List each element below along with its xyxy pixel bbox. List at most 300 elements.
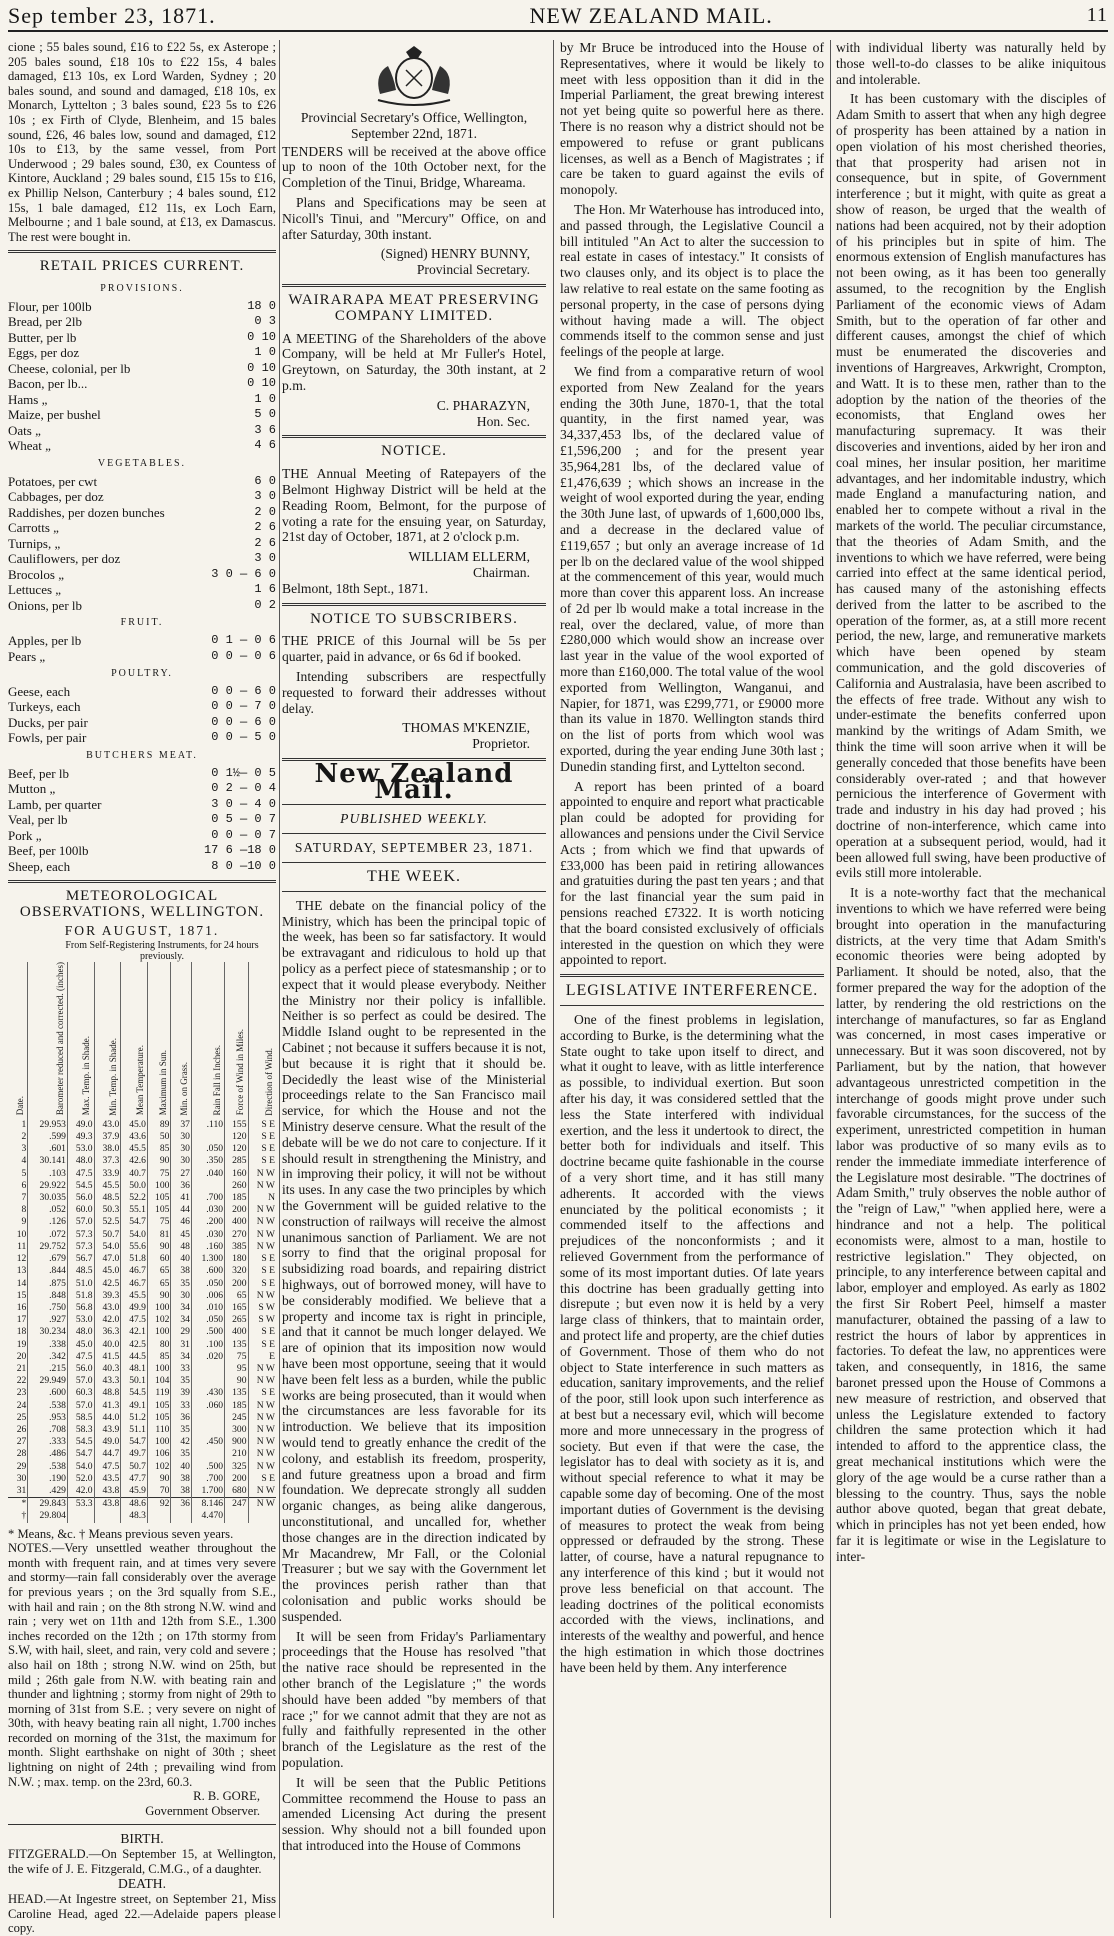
met-column-header-text: Date. — [15, 1096, 26, 1116]
met-cell: 50.3 — [94, 1204, 121, 1216]
met-cell: 106 — [147, 1448, 170, 1460]
met-cell: 120 — [225, 1143, 248, 1155]
met-cell: 48.8 — [94, 1387, 121, 1399]
met-cell: 200 — [225, 1278, 248, 1290]
met-cell: N — [248, 1192, 276, 1204]
met-row — [8, 1229, 276, 1241]
met-cell: 58.5 — [67, 1412, 94, 1424]
price-item-value: 6 0 — [247, 473, 276, 488]
met-cell: 60 — [147, 1253, 170, 1265]
met-cell: .500 — [191, 1461, 224, 1473]
price-row — [8, 505, 276, 521]
met-cell: 135 — [225, 1339, 248, 1351]
met-cell: 400 — [225, 1326, 248, 1338]
met-cell: N W — [248, 1180, 276, 1192]
price-row — [8, 474, 276, 490]
met-row — [8, 1473, 276, 1485]
met-cell: 30 — [171, 1143, 191, 1155]
met-cell: * — [8, 1498, 28, 1511]
price-item-name: Pork „ — [8, 827, 42, 843]
price-row — [8, 438, 276, 454]
met-cell: .486 — [28, 1448, 68, 1460]
met-cell: E — [248, 1351, 276, 1363]
divider — [282, 435, 546, 438]
price-item-value: 3 0 — 6 0 — [211, 566, 276, 581]
met-cell: 51.8 — [121, 1253, 148, 1265]
price-row — [8, 361, 276, 377]
met-cell: 85 — [147, 1143, 170, 1155]
price-item-name: Bread, per 2lb — [8, 314, 83, 330]
met-cell: 80 — [147, 1339, 170, 1351]
price-item-value: 0 0 — 0 6 — [211, 648, 276, 663]
article-paragraph: with individual liberty was naturally held by those well-to-do classes to be alike iniquitous and intolerable. — [836, 40, 1106, 87]
met-cell: .953 — [28, 1412, 68, 1424]
met-cell: .342 — [28, 1351, 68, 1363]
article-paragraph: It will be seen from Friday's Parliamentary proceedings that the House has resolved "that the native race should be represented in the other branch of the Legislature ;" the words should have been added "by members of that race ;" for we cannot admit that they are not as fully and faithfully represented in the other branch of the Legislature as the rest of the population. — [282, 1628, 546, 1770]
price-item-value: 2 0 — [247, 504, 276, 519]
price-item-name: Cheese, colonial, per lb — [8, 360, 131, 376]
tender-text: TENDERS will be received at the above office up to noon of the 10th October next, for the Completion of the Tinui, Bridge, Whareama. — [282, 143, 546, 191]
met-row — [8, 1400, 276, 1412]
met-cell: 90 — [147, 1155, 170, 1167]
price-item-value: 3 6 — [247, 422, 276, 437]
met-column-header-text: Min. Temp. in Shade. — [108, 1037, 119, 1116]
met-cell: 54.5 — [67, 1436, 94, 1448]
met-cell: 92 — [147, 1498, 170, 1511]
met-cell: 45.5 — [94, 1180, 121, 1192]
met-row — [8, 1180, 276, 1192]
met-cell: 53.0 — [67, 1314, 94, 1326]
price-item-name: Beef, per lb — [8, 765, 70, 781]
met-cell: 52.0 — [67, 1473, 94, 1485]
met-cell: 47.5 — [67, 1351, 94, 1363]
met-cell: N W — [248, 1448, 276, 1460]
met-cell: 89 — [147, 1119, 170, 1131]
met-cell: 14 — [16, 1277, 27, 1289]
price-group-heading: POULTRY. — [111, 668, 173, 679]
company-signature: C. PHARAZYN, — [436, 397, 530, 413]
price-item-name: Maize, per bushel — [8, 407, 101, 423]
met-cell: 260 — [225, 1180, 248, 1192]
met-cell: 3 — [21, 1143, 27, 1155]
met-row — [8, 1155, 276, 1167]
met-cell: 48.3 — [121, 1510, 148, 1522]
met-cell: 65 — [225, 1290, 248, 1302]
met-cell: 54.7 — [67, 1448, 94, 1460]
divider — [282, 833, 546, 834]
met-cell: 34 — [171, 1351, 191, 1363]
column-divider — [830, 40, 831, 1918]
met-cell: 47.0 — [94, 1253, 121, 1265]
met-cell: 2 — [21, 1131, 27, 1143]
article-paragraph: THE debate on the financial policy of the Ministry, which has been the principal topic of the week, has been so far satisfactory. It would be extravagant and ridiculous to hold up that policy as a perfect piece of statesmanship ; or to expect that it would please everybody. Neither the Ministry nor their policy is infallible. Neither is so perfect as could be desired. The Middle Island ought to be represented in the Cabinet ; not because it suffers because it is not, but because it is right that it should be. Decidedly the least wise of the Ministerial proceedings relate to the San Francisco mail service, for which the House and not the Ministry deserve censure. What the result of the debate will be we do not care to conjecture. If it should result in strengthening the Ministry, and in improving their policy, it will not be without its uses. In any case the two principles by which the Government will be guided relative to the construction of railways will receive the almost unanimous sanction of Parliament. We are not sorry to find that the original proposal for subsidizing road boards, and repairing district highways, out of borrowed money, will have to be considerably modified. We believe that a property and income tax is right in principle, and that it cannot be much longer delayed. We are of opinion that its imposition now would have been most opportune, seeing that it would have been felt less as a burden, while the public works are being prosecuted, than it would when the circumstances are less favorable for its introduction. We believe that its imposition would tend to greatly enhance the credit of the colony, and establish its freedom, prosperity, and future greatness upon a broad and firm foundation. We deprecate strongly all sudden organic changes, as being alike dangerous, unconstitutional, and uncalled for, whether those changes are in the direction indicated by Mr Macandrew, Mr Fall, or the Colonial Treasurer ; but we say with the Government let the provinces perish rather than that colonisation and public works should be suspended. — [282, 897, 546, 1624]
met-cell: 38 — [171, 1473, 191, 1485]
price-item-value: 3 0 — 4 0 — [211, 796, 276, 811]
met-cell — [191, 1375, 224, 1387]
met-cell: 49.0 — [94, 1436, 121, 1448]
price-item-value: 8 0 —10 0 — [211, 858, 276, 873]
price-row — [8, 567, 276, 583]
price-item-name: Raddishes, per dozen bunches — [8, 504, 165, 520]
met-cell: 29.804 — [28, 1510, 68, 1522]
met-cell: 44.5 — [121, 1351, 148, 1363]
met-cell — [191, 1363, 224, 1375]
price-row — [8, 330, 276, 346]
met-cell: .844 — [28, 1265, 68, 1277]
met-cell: 45.5 — [121, 1143, 148, 1155]
price-row — [8, 684, 276, 700]
birth-heading: BIRTH. — [120, 1831, 164, 1847]
price-item-value: 1 6 — [247, 582, 276, 597]
met-cell: 47.5 — [67, 1168, 94, 1180]
price-group-heading: VEGETABLES. — [97, 457, 187, 469]
met-cell: .050 — [191, 1314, 224, 1326]
met-cell: .030 — [191, 1204, 224, 1216]
met-cell: 160 — [225, 1168, 248, 1180]
met-cell: 48.5 — [94, 1192, 121, 1204]
met-cell: 36.3 — [94, 1326, 121, 1338]
met-cell: 54.0 — [94, 1241, 121, 1253]
met-cell: 35 — [171, 1278, 191, 1290]
met-cell: 54.5 — [121, 1387, 148, 1399]
price-row — [8, 376, 276, 392]
price-item-value: 0 2 — 0 4 — [211, 781, 276, 796]
met-cell: 39 — [171, 1387, 191, 1399]
met-cell: 30.234 — [28, 1326, 68, 1338]
met-cell: N W — [248, 1363, 276, 1375]
met-cell: .126 — [28, 1216, 68, 1228]
met-cell: 57.0 — [67, 1216, 94, 1228]
published-weekly: PUBLISHED WEEKLY. — [340, 811, 488, 827]
price-item-value: 0 0 — 0 7 — [211, 827, 276, 842]
met-cell: .430 — [191, 1387, 224, 1399]
met-cell: 43.3 — [94, 1375, 121, 1387]
price-item-name: Butter, per lb — [8, 329, 77, 345]
price-row — [8, 699, 276, 715]
price-item-name: Cauliflowers, per doz — [8, 551, 121, 567]
met-column-header — [94, 962, 121, 1118]
met-cell: 53.3 — [67, 1498, 94, 1511]
met-cell: 51.1 — [121, 1424, 148, 1436]
met-heading: METEOROLOGICAL OBSERVATIONS, WELLINGTON. — [19, 888, 265, 920]
price-item-value: 0 10 — [239, 376, 276, 391]
tender-signature: (Signed) HENRY BUNNY, — [380, 246, 530, 262]
price-item-name: Mutton „ — [8, 781, 56, 797]
met-cell: 29.843 — [28, 1498, 68, 1511]
met-cell: 49.1 — [121, 1400, 148, 1412]
price-item-value: 3 0 — [247, 489, 276, 504]
met-cell: N W — [248, 1241, 276, 1253]
met-cell: S W — [248, 1314, 276, 1326]
met-cell: .010 — [191, 1302, 224, 1314]
met-cell: N W — [248, 1424, 276, 1436]
tender-signature-title: Provincial Secretary. — [416, 262, 530, 278]
met-cell: 40 — [171, 1461, 191, 1473]
price-row — [8, 633, 276, 649]
met-cell: 22 — [16, 1375, 27, 1387]
price-item-value: 0 10 — [239, 360, 276, 375]
met-row — [8, 1253, 276, 1265]
price-row — [8, 314, 276, 330]
met-cell: 56.0 — [67, 1192, 94, 1204]
met-cell: 26 — [16, 1423, 27, 1435]
met-cell: 200 — [225, 1473, 248, 1485]
price-item-value: 2 6 — [247, 520, 276, 535]
met-cell: 180 — [225, 1253, 248, 1265]
column-3 — [560, 40, 824, 1918]
met-cell: 45.9 — [121, 1485, 148, 1498]
met-notes: NOTES.—Very unsettled weather throughout the month with frequent rain, and at times very severe and stormy—rain fall considerably over the average for previous years ; on the 3rd squally from S.E., with hail and rain ; on the 8th strong N.W. wind and rain ; very wet on 11th and 12th from S.E., 1.300 inches recorded on the 12th ; on 17th stormy from S.W, with hail, sleet, and rain, very cold and severe ; also hail on 18th ; strong N.W. wind on 25th, but mild ; 26th gale from N.W. with beating rain and thunder and lightning ; stormy from night of 29th to morning of 31st from S.E. ; very severe on night of 30th, with heavy beating rain all night, 1.700 inches recorded on morning of the 31st, the maximum for month. Slight earthshake on night of 30th ; sheet lightning on night of 24th ; prevailing wind from N.W. ; max. temp. on the 23rd, 60.3. — [8, 1541, 276, 1789]
met-cell: 51.0 — [67, 1278, 94, 1290]
met-cell: 57.3 — [67, 1229, 94, 1241]
met-column-header-text: Force of Wind in Miles. — [235, 1029, 246, 1116]
met-cell: 42 — [171, 1436, 191, 1448]
met-row — [8, 1461, 276, 1473]
met-cell: S E — [248, 1387, 276, 1399]
article-paragraph: It has been customary with the disciples of Adam Smith to assert that when any high degree of prosperity has been attained by a nation in open violation of his most cherished theories, that that prosperity had arisen not in consequence, but in spite, of Government interference ; but it might, with quite as great a show of reason, be urged that the wealth of nations had been acquired, not by their adoption of his principles but in spite of him. The enormous extension of English manufactures has not been owing, as it has been too generally assumed, to the recognition by the English Parliament of the economic views of Adam Smith, but to the operation of far other and different causes, amongst the chief of which must be enumerated the discoveries and inventions of Hargreaves, Arkwright, Crompton, and Watt. It is to these men, rather than to the adoption by the nation of the theories of the economists, that England owes her manufacturing supremacy. It was their discoveries and inventions, aided by her iron and coal mines, her insular position, her maritime advantages, and her indomitable industry, which made England a manufacturing nation, and enabled her to compete without a rival in the markets of the world. The peculiar circumstance, that the theories of Adam Smith, and the inventions to which we have referred, were being carried into effect at the same identical period, has caused many of the astonishing effects derived from the latter to be ascribed to the operation of the former, as, at a still more recent period, the new, large, and remunerative markets which have been opened by steam communication, and the gold discoveries of California and Australasia, have been ascribed to the effects of free trade. Without any wish to under-estimate the benefits conferred upon mankind by the writings of Adam Smith, we think the time will soon arrive when it will be generally conceded that those benefits have been considerably over-rated ; and that however pernicious the interference of Goverment with trade and industry in his day had proved ; his doctrine of non-interference, which came into operation at a subsequent period, would, had it been allowed full swing, have been productive of evils still more intolerable. — [836, 91, 1106, 881]
met-cell: 135 — [225, 1387, 248, 1399]
met-cell: 65 — [147, 1278, 170, 1290]
divider — [8, 1824, 276, 1825]
met-signature: R. B. GORE, — [193, 1789, 260, 1804]
met-cell: 33.9 — [94, 1168, 121, 1180]
met-cell: 49.0 — [67, 1119, 94, 1131]
met-row — [8, 1192, 276, 1204]
met-cell: 29.949 — [28, 1375, 68, 1387]
met-cell: 36 — [171, 1498, 191, 1511]
met-cell: .848 — [28, 1290, 68, 1302]
price-item-name: Hams „ — [8, 391, 48, 407]
met-cell: 46 — [171, 1216, 191, 1228]
price-item-value: 4 6 — [247, 438, 276, 453]
header-title: NEW ZEALAND MAIL. — [529, 3, 773, 29]
met-cell: 300 — [225, 1424, 248, 1436]
subscribers-heading: NOTICE TO SUBSCRIBERS. — [310, 610, 518, 627]
met-cell: 90 — [147, 1241, 170, 1253]
met-cell: 49.3 — [67, 1131, 94, 1143]
price-item-value: 0 0 — 5 0 — [211, 730, 276, 745]
price-item-value: 17 6 —18 0 — [203, 843, 276, 858]
met-cell: .538 — [28, 1400, 68, 1412]
met-cell: 75 — [225, 1351, 248, 1363]
met-cell: 104 — [147, 1375, 170, 1387]
met-cell: 40 — [171, 1253, 191, 1265]
divider — [560, 1005, 824, 1006]
met-column-header — [191, 962, 224, 1118]
met-cell: N W — [248, 1461, 276, 1473]
met-cell: 5 — [21, 1167, 27, 1179]
met-cell: S E — [248, 1253, 276, 1265]
met-cell: 39.3 — [94, 1290, 121, 1302]
met-cell: 200 — [225, 1204, 248, 1216]
met-cell — [191, 1180, 224, 1192]
price-item-name: Potatoes, per cwt — [8, 473, 98, 489]
met-cell: 48.6 — [121, 1498, 148, 1511]
met-cell: 165 — [225, 1302, 248, 1314]
met-column-header-text: Barometer reduced and corrected. (inches) — [54, 962, 65, 1116]
met-cell: 54.7 — [121, 1216, 148, 1228]
article-paragraph: We find from a comparative return of wool exported from New Zealand for the years ending the 30th June, 1870-1, that the total quantity, in the first named year, was 34,337,453 lbs, of the declared value of £1,596,200 ; and for the present year 35,964,281 lbs, of the declared value of £1,476,639 ; which shows an increase in the weight of wool exported during the year, ending the 30th June last, of upwards of 1,600,000 lbs, and a decrease in the declared value of £119,657 ; but only an average increase of 1d per lb on the declared value of the wool shipped at the commencement of this year, would much more than cover this apparent loss. An increase of 2d per lb would make a total increase in the real, over the declared, value, of more than £280,000 which would show an increase over last year in the value of the wool exported of more than £160,000. The total value of the wool exported from Wellington, Wanganui, and Napier, for 1871, was £299,771, or £9000 more than its value in 1870. Wellington stands third on the list of ports from which wool was exported, during the year ending June 30th last ; Dunedin standing first, and Lyttelton second. — [560, 363, 824, 774]
met-cell: 34 — [171, 1302, 191, 1314]
met-cell: N W — [248, 1168, 276, 1180]
met-cell: .875 — [28, 1278, 68, 1290]
price-row — [8, 520, 276, 536]
wool-sales-text: cione ; 55 bales sound, £16 to £22 5s, ex Asterope ; 205 bales sound, £18 10s to £22 15s, 4 bales damaged, £13 10s, ex Lord Warden, Sydney ; 20 bales sound, and sound and damaged, £18 10s, ex Monarch, Lyttelton ; 3 bales sound, £23 5s to £26 10s ; ex Firth of Clyde, Blenheim, and 15 bales sound, £26, 46 bales low, sound and damaged, £12 10s to £13, by the same vessel, from Port Underwood ; 29 bales sound, £30, ex Countess of Kintore, Auckland ; 29 bales sound, £15 15s to £16, ex Phillip Nelson, Canterbury ; 4 bales sound, £12 15s, 1 bale damaged, £12 11s, ex Loch Earn, Melbourne ; and 1 bale sound, at £13, ex Damascus. The rest were bought in. — [8, 40, 276, 244]
met-cell: 100 — [147, 1326, 170, 1338]
price-row — [8, 345, 276, 361]
met-row — [8, 1363, 276, 1375]
met-cell: 11 — [17, 1240, 27, 1252]
met-cell: 60.0 — [67, 1204, 94, 1216]
met-cell: N W — [248, 1290, 276, 1302]
price-row — [8, 407, 276, 423]
met-row — [8, 1498, 276, 1511]
met-cell: 54.7 — [121, 1436, 148, 1448]
met-cell: 33 — [171, 1363, 191, 1375]
met-cell: 50 — [147, 1131, 170, 1143]
met-cell: 38 — [171, 1265, 191, 1277]
price-row — [8, 392, 276, 408]
price-item-name: Turkeys, each — [8, 699, 81, 715]
met-cell: 70 — [147, 1485, 170, 1498]
met-cell: 60.3 — [67, 1387, 94, 1399]
met-cell: 45.0 — [67, 1339, 94, 1351]
met-cell: .927 — [28, 1314, 68, 1326]
price-item-name: Cabbages, per doz — [8, 489, 104, 505]
retail-prices-heading: RETAIL PRICES CURRENT. — [39, 258, 245, 275]
met-row — [8, 1216, 276, 1228]
met-cell: 33 — [171, 1400, 191, 1412]
price-item-value: 5 0 — [247, 407, 276, 422]
met-cell: 270 — [225, 1229, 248, 1241]
met-cell: 19 — [16, 1338, 27, 1350]
met-cell: 42.5 — [121, 1339, 148, 1351]
met-cell: 50.7 — [94, 1229, 121, 1241]
met-cell: 48.0 — [67, 1155, 94, 1167]
met-cell: .429 — [28, 1485, 68, 1498]
met-cell: .052 — [28, 1204, 68, 1216]
met-cell: 680 — [225, 1485, 248, 1498]
divider — [282, 862, 546, 863]
met-cell: 105 — [147, 1204, 170, 1216]
met-cell: .750 — [28, 1302, 68, 1314]
price-item-value: 1 0 — [247, 345, 276, 360]
met-cell: 43.0 — [94, 1302, 121, 1314]
met-cell: .006 — [191, 1290, 224, 1302]
divider — [8, 880, 276, 883]
met-cell — [191, 1412, 224, 1424]
met-cell: .700 — [191, 1192, 224, 1204]
met-cell: 15 — [16, 1289, 27, 1301]
price-item-name: Flour, per 100lb — [8, 298, 92, 314]
met-cell: 38.0 — [94, 1143, 121, 1155]
price-item-name: Oats „ — [8, 422, 41, 438]
met-cell: S E — [248, 1339, 276, 1351]
met-column-header — [225, 962, 248, 1118]
met-cell: 45.5 — [121, 1290, 148, 1302]
met-cell: S E — [248, 1473, 276, 1485]
met-cell: 54.0 — [67, 1461, 94, 1473]
met-cell: 50.1 — [121, 1375, 148, 1387]
article-paragraph: The Hon. Mr Waterhouse has introduced into, and passed through, the Legislative Council a bill intituled "An Act to alter the succession to real estate in cases of intestacy." It consists of two clauses only, and its object is to place the law relative to real estate on the same footing as personal property, in the case of persons dying without having made a will. The object commends itself to the common sense and just feelings of the people at large. — [560, 201, 824, 360]
met-cell: 42.1 — [121, 1326, 148, 1338]
met-cell: 37 — [171, 1119, 191, 1131]
met-cell: 57.0 — [67, 1400, 94, 1412]
met-row — [8, 1351, 276, 1363]
met-cell: 47.7 — [121, 1473, 148, 1485]
met-cell: 13 — [16, 1265, 27, 1277]
met-cell: 81 — [147, 1229, 170, 1241]
met-cell: .679 — [28, 1253, 68, 1265]
price-row — [8, 423, 276, 439]
met-cell: 50.0 — [121, 1180, 148, 1192]
price-row — [8, 715, 276, 731]
met-cell: 30 — [171, 1290, 191, 1302]
met-cell: 120 — [225, 1131, 248, 1143]
price-item-name: Beef, per 100lb — [8, 843, 89, 859]
met-cell: .030 — [191, 1229, 224, 1241]
price-item-name: Turnips, „ — [8, 535, 61, 551]
death-notice: HEAD.—At Ingestre street, on September 21, Miss Caroline Head, aged 22.—Adelaide papers please copy. — [8, 1892, 276, 1936]
met-cell: 43.0 — [94, 1119, 121, 1131]
company-signature-title: Hon. Sec. — [476, 413, 530, 429]
met-cell — [171, 1510, 191, 1522]
met-cell: 47.5 — [94, 1461, 121, 1473]
article-paragraph: by Mr Bruce be introduced into the House of Representatives, where it would be likely to meet with less opposition than it did in the Imperial Parliament, the great brewing interest not yet being quite so powerful here as there. There is no reason why a district should not be empowered to refuse or grant publicans licenses, as well as a Bench of Magistrates ; if care be taken to guard against the evils of monopoly. — [560, 40, 824, 198]
met-cell: 8.146 — [191, 1498, 224, 1511]
met-cell: 29.953 — [28, 1119, 68, 1131]
met-cell: 54.0 — [121, 1229, 148, 1241]
price-item-value: 3 0 — [247, 551, 276, 566]
met-cell: 85 — [147, 1351, 170, 1363]
met-cell: .050 — [191, 1278, 224, 1290]
price-row — [8, 730, 276, 746]
met-cell: 51.2 — [121, 1412, 148, 1424]
met-cell: 30.035 — [28, 1192, 68, 1204]
met-cell: N W — [248, 1375, 276, 1387]
met-cell: 57.0 — [67, 1375, 94, 1387]
met-cell: 42.6 — [121, 1155, 148, 1167]
subscribers-signature: THOMAS M'KENZIE, — [402, 720, 530, 736]
met-cell: 245 — [225, 1412, 248, 1424]
price-item-value: 1 0 — [247, 391, 276, 406]
met-row — [8, 1278, 276, 1290]
met-cell: 385 — [225, 1241, 248, 1253]
price-group-heading: PROVISIONS. — [100, 283, 184, 295]
met-cell: 44 — [171, 1204, 191, 1216]
price-item-name: Eggs, per doz — [8, 345, 80, 361]
price-item-value: 0 1 — 0 6 — [211, 633, 276, 647]
met-cell: 20 — [16, 1350, 27, 1362]
met-cell: 56.7 — [67, 1253, 94, 1265]
subscribers-signature-title: Proprietor. — [472, 736, 530, 752]
price-row — [8, 582, 276, 598]
met-cell: 27 — [16, 1436, 27, 1448]
met-cell — [191, 1131, 224, 1143]
met-row — [8, 1375, 276, 1387]
met-cell: 45.0 — [94, 1265, 121, 1277]
met-column-header — [8, 962, 28, 1118]
met-cell: 24 — [16, 1399, 27, 1411]
met-cell: S E — [248, 1326, 276, 1338]
met-cell: .190 — [28, 1473, 68, 1485]
met-cell: 55.1 — [121, 1204, 148, 1216]
met-cell: 37.3 — [94, 1155, 121, 1167]
price-row — [8, 859, 276, 875]
met-cell: S E — [248, 1143, 276, 1155]
birth-notice: FITZGERALD.—On September 15, at Wellington, the wife of J. E. Fitzgerald, C.M.G., of a daughter. — [8, 1847, 276, 1876]
met-column-header-text: Direction of Wind. — [263, 1047, 274, 1116]
